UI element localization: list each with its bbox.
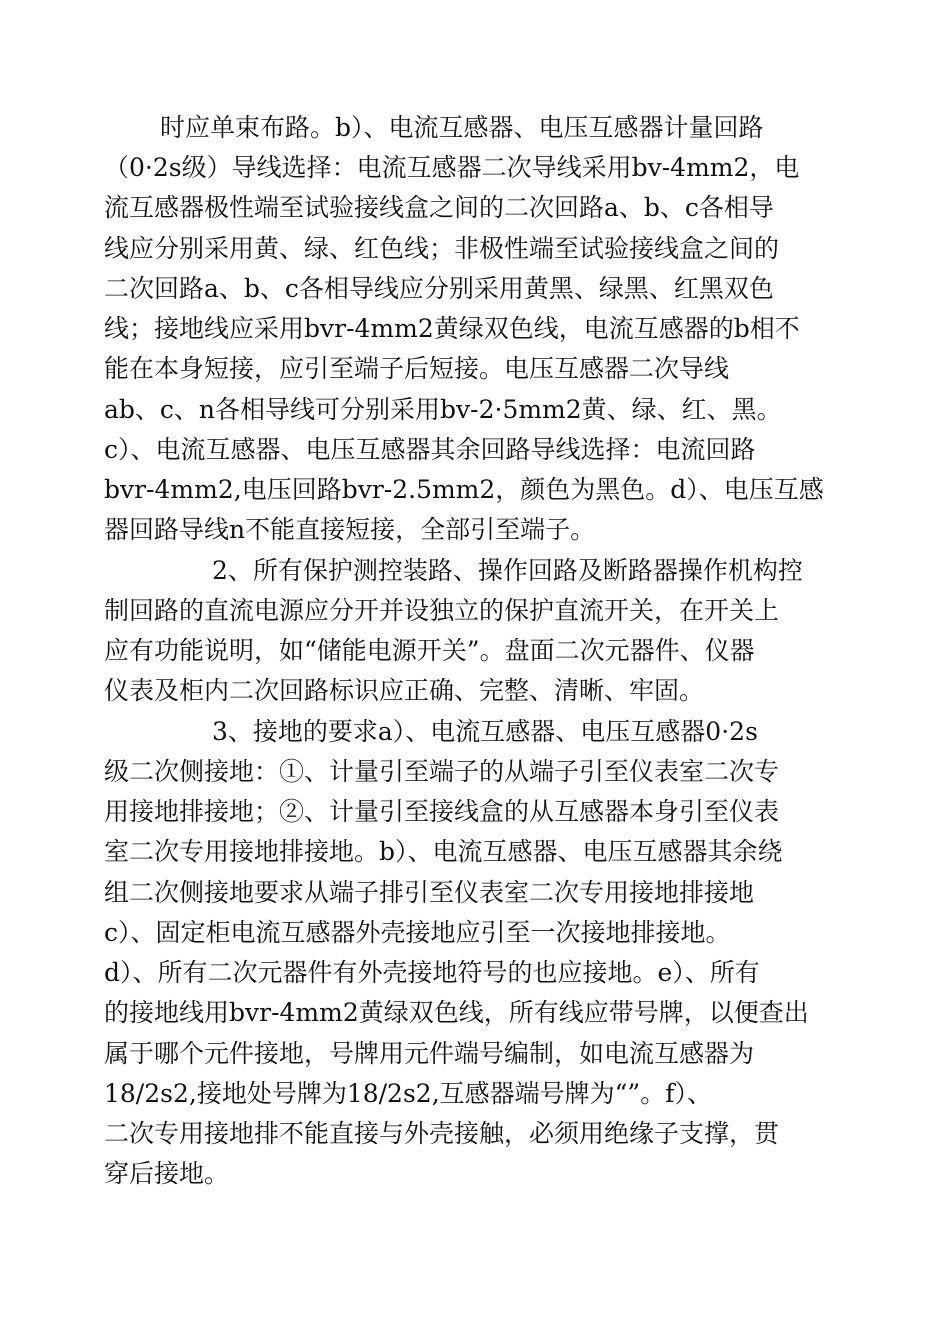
text-line-21: c）、固定柜电流互感器外壳接地应引至一次接地排接地。 (104, 918, 731, 947)
text-line-1: 时应单束布路。b）、电流互感器、电压互感器计量回路 (160, 113, 764, 142)
text-line-25: 18/2s2,接地处号牌为18/2s2,互感器端号牌为“”。f）、 (104, 1079, 712, 1108)
text-line-13: 制回路的直流电源应分开并设独立的保护直流开关，在开关上 (104, 596, 780, 625)
text-line-24: 属于哪个元件接地，号牌用元件端号编制，如电流互感器为 (104, 1039, 755, 1068)
text-line-2: （0·2s级）导线选择：电流互感器二次导线采用bv-4mm2，电 (104, 153, 800, 182)
text-line-19: 室二次专用接地排接地。b）、电流互感器、电压互感器其余绕 (104, 837, 783, 866)
text-line-3: 流互感器极性端至试验接线盒之间的二次回路a、b、c各相导 (104, 193, 774, 222)
text-line-15: 仪表及柜内二次回路标识应正确、完整、清晰、牢固。 (104, 676, 705, 705)
text-line-16: 3、接地的要求a）、电流互感器、电压互感器0·2s (212, 717, 758, 746)
text-line-14: 应有功能说明，如“储能电源开关”。盘面二次元器件、仪器 (104, 636, 755, 665)
text-line-6: 线；接地线应采用bvr-4mm2黄绿双色线，电流互感器的b相不 (104, 314, 800, 343)
text-line-27: 穿后接地。 (104, 1159, 230, 1188)
text-line-4: 线应分别采用黄、绿、红色线；非极性端至试验接线盒之间的 (104, 234, 780, 263)
text-line-20: 组二次侧接地要求从端子排引至仪表室二次专用接地排接地 (104, 878, 755, 907)
text-line-26: 二次专用接地排不能直接与外壳接触，必须用绝缘子支撑，贯 (104, 1119, 780, 1148)
text-line-8: ab、c、n各相导线可分别采用bv-2·5mm2黄、绿、红、黑。 (104, 395, 782, 424)
text-line-10: bvr-4mm2,电压回路bvr-2.5mm2，颜色为黑色。d）、电压互感 (104, 475, 824, 504)
text-line-12: 2、所有保护测控装路、操作回路及断路器操作机构控 (212, 556, 803, 585)
text-line-7: 能在本身短接，应引至端子后短接。电压互感器二次导线 (104, 354, 730, 383)
text-line-5: 二次回路a、b、c各相导线应分别采用黄黑、绿黑、红黑双色 (104, 274, 774, 303)
text-line-9: c）、电流互感器、电压互感器其余回路导线选择：电流回路 (104, 435, 756, 464)
text-line-17: 级二次侧接地：①、计量引至端子的从端子引至仪表室二次专 (104, 757, 780, 786)
text-line-22: d）、所有二次元器件有外壳接地符号的也应接地。e）、所有 (104, 958, 760, 987)
text-line-23: 的接地线用bvr-4mm2黄绿双色线，所有线应带号牌，以便查出 (104, 998, 809, 1027)
text-line-18: 用接地排接地；②、计量引至接线盒的从互感器本身引至仪表 (104, 797, 780, 826)
text-line-11: 器回路导线n不能直接短接，全部引至端子。 (104, 515, 596, 544)
